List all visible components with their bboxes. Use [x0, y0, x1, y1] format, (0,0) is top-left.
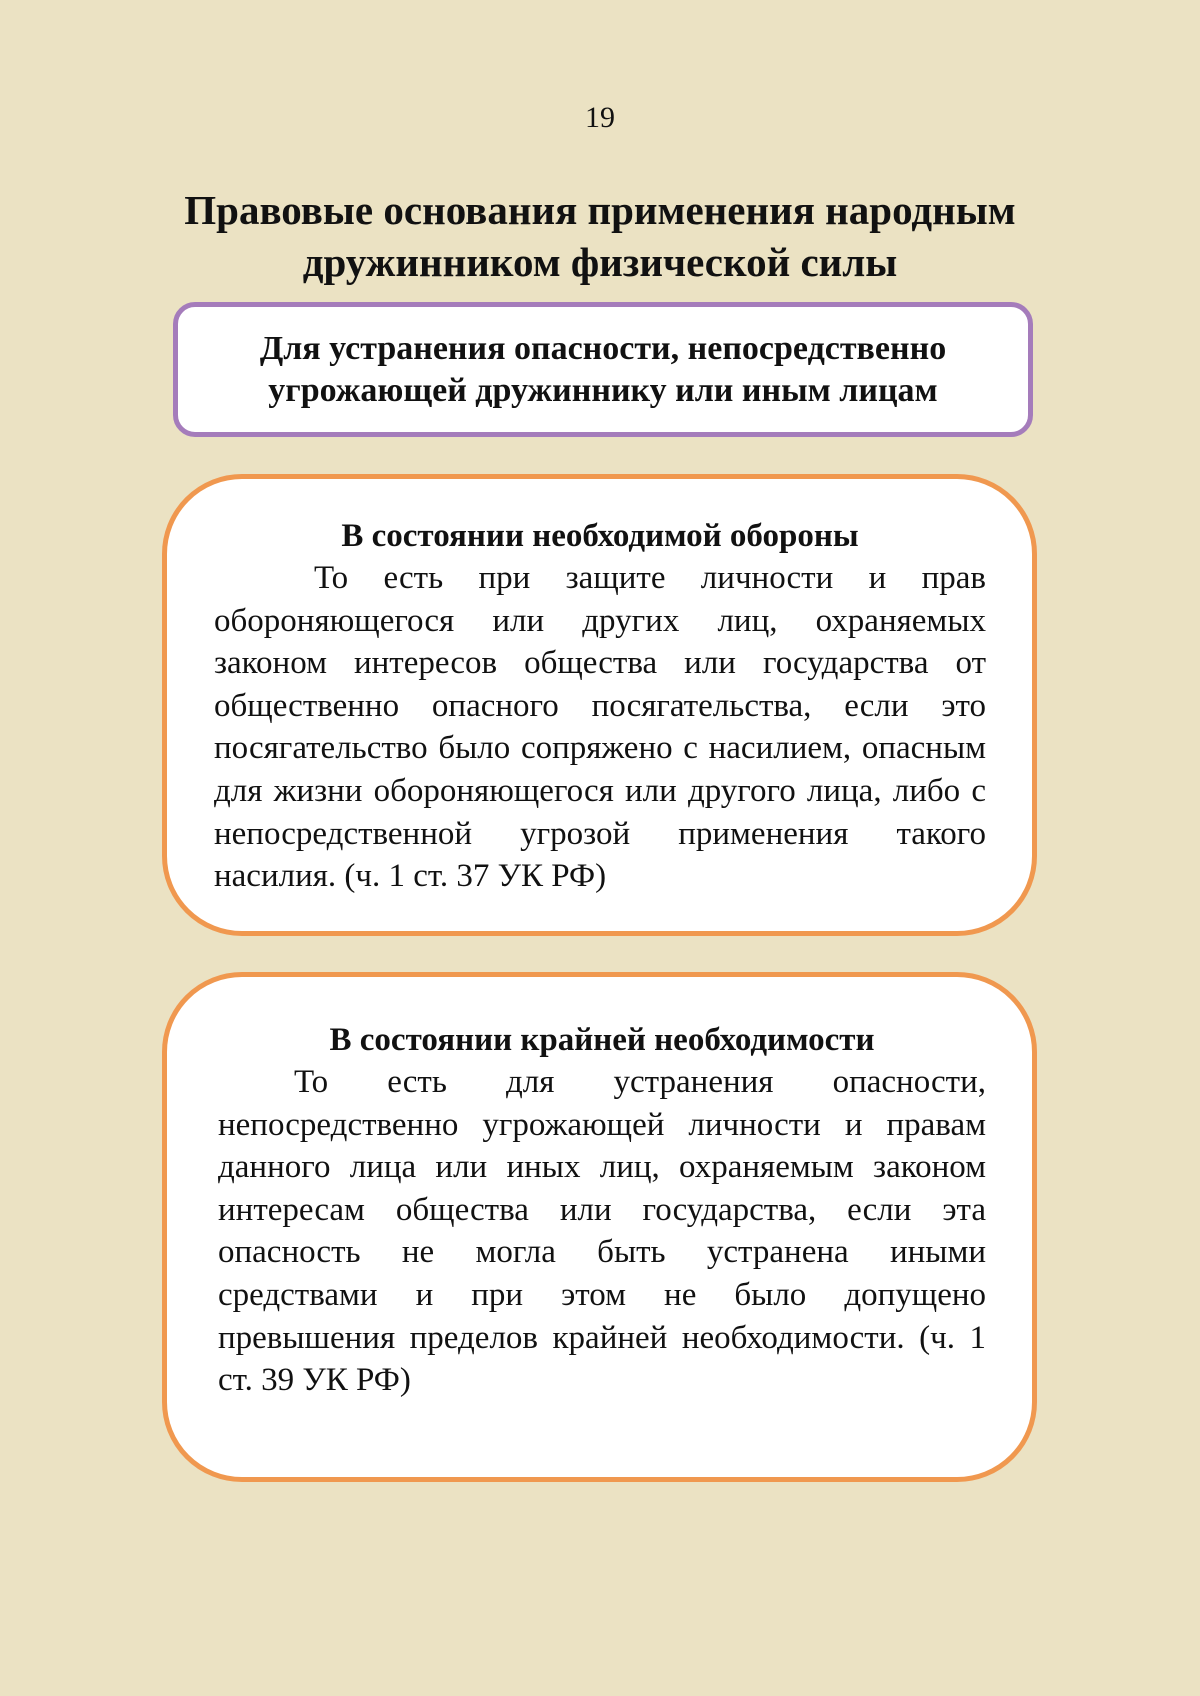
- page-number: 19: [585, 101, 615, 134]
- purpose-text: Для устранения опасности, непосредственно угрожающей дружиннику или иным лицам: [259, 329, 947, 409]
- page-title: Правовые основания применения народным дружинником физической силы: [184, 187, 1016, 285]
- necessary-defense-heading: В состоянии необходимой обороны: [341, 518, 859, 554]
- extreme-necessity-card: [162, 972, 1037, 1482]
- purpose-box: [173, 302, 1033, 437]
- extreme-necessity-heading: В состоянии крайней необходимости: [329, 1022, 875, 1058]
- necessary-defense-text: То есть при защите личности и прав обороняющегося или других лиц, охраняемых законом интересов общества или государства от общественно опасного посягательства, если это посягательство было сопряжено с насилием, опасным для жизни обороняющегося или другого лица, либо с непосредственной угрозой применения такого насилия. (ч. 1 ст. 37 УК РФ): [214, 560, 986, 895]
- necessary-defense-card: [162, 474, 1037, 936]
- extreme-necessity-text: То есть для устранения опасности, непосредственно угрожающей личности и правам данного лица или иных лиц, охраняемым законом интересам общества или государства, если эта опасность не могла быть устранена иными средствами и при этом не было допущено превышения пределов крайней необходимости. (ч. 1 ст. 39 УК РФ): [218, 1064, 986, 1399]
